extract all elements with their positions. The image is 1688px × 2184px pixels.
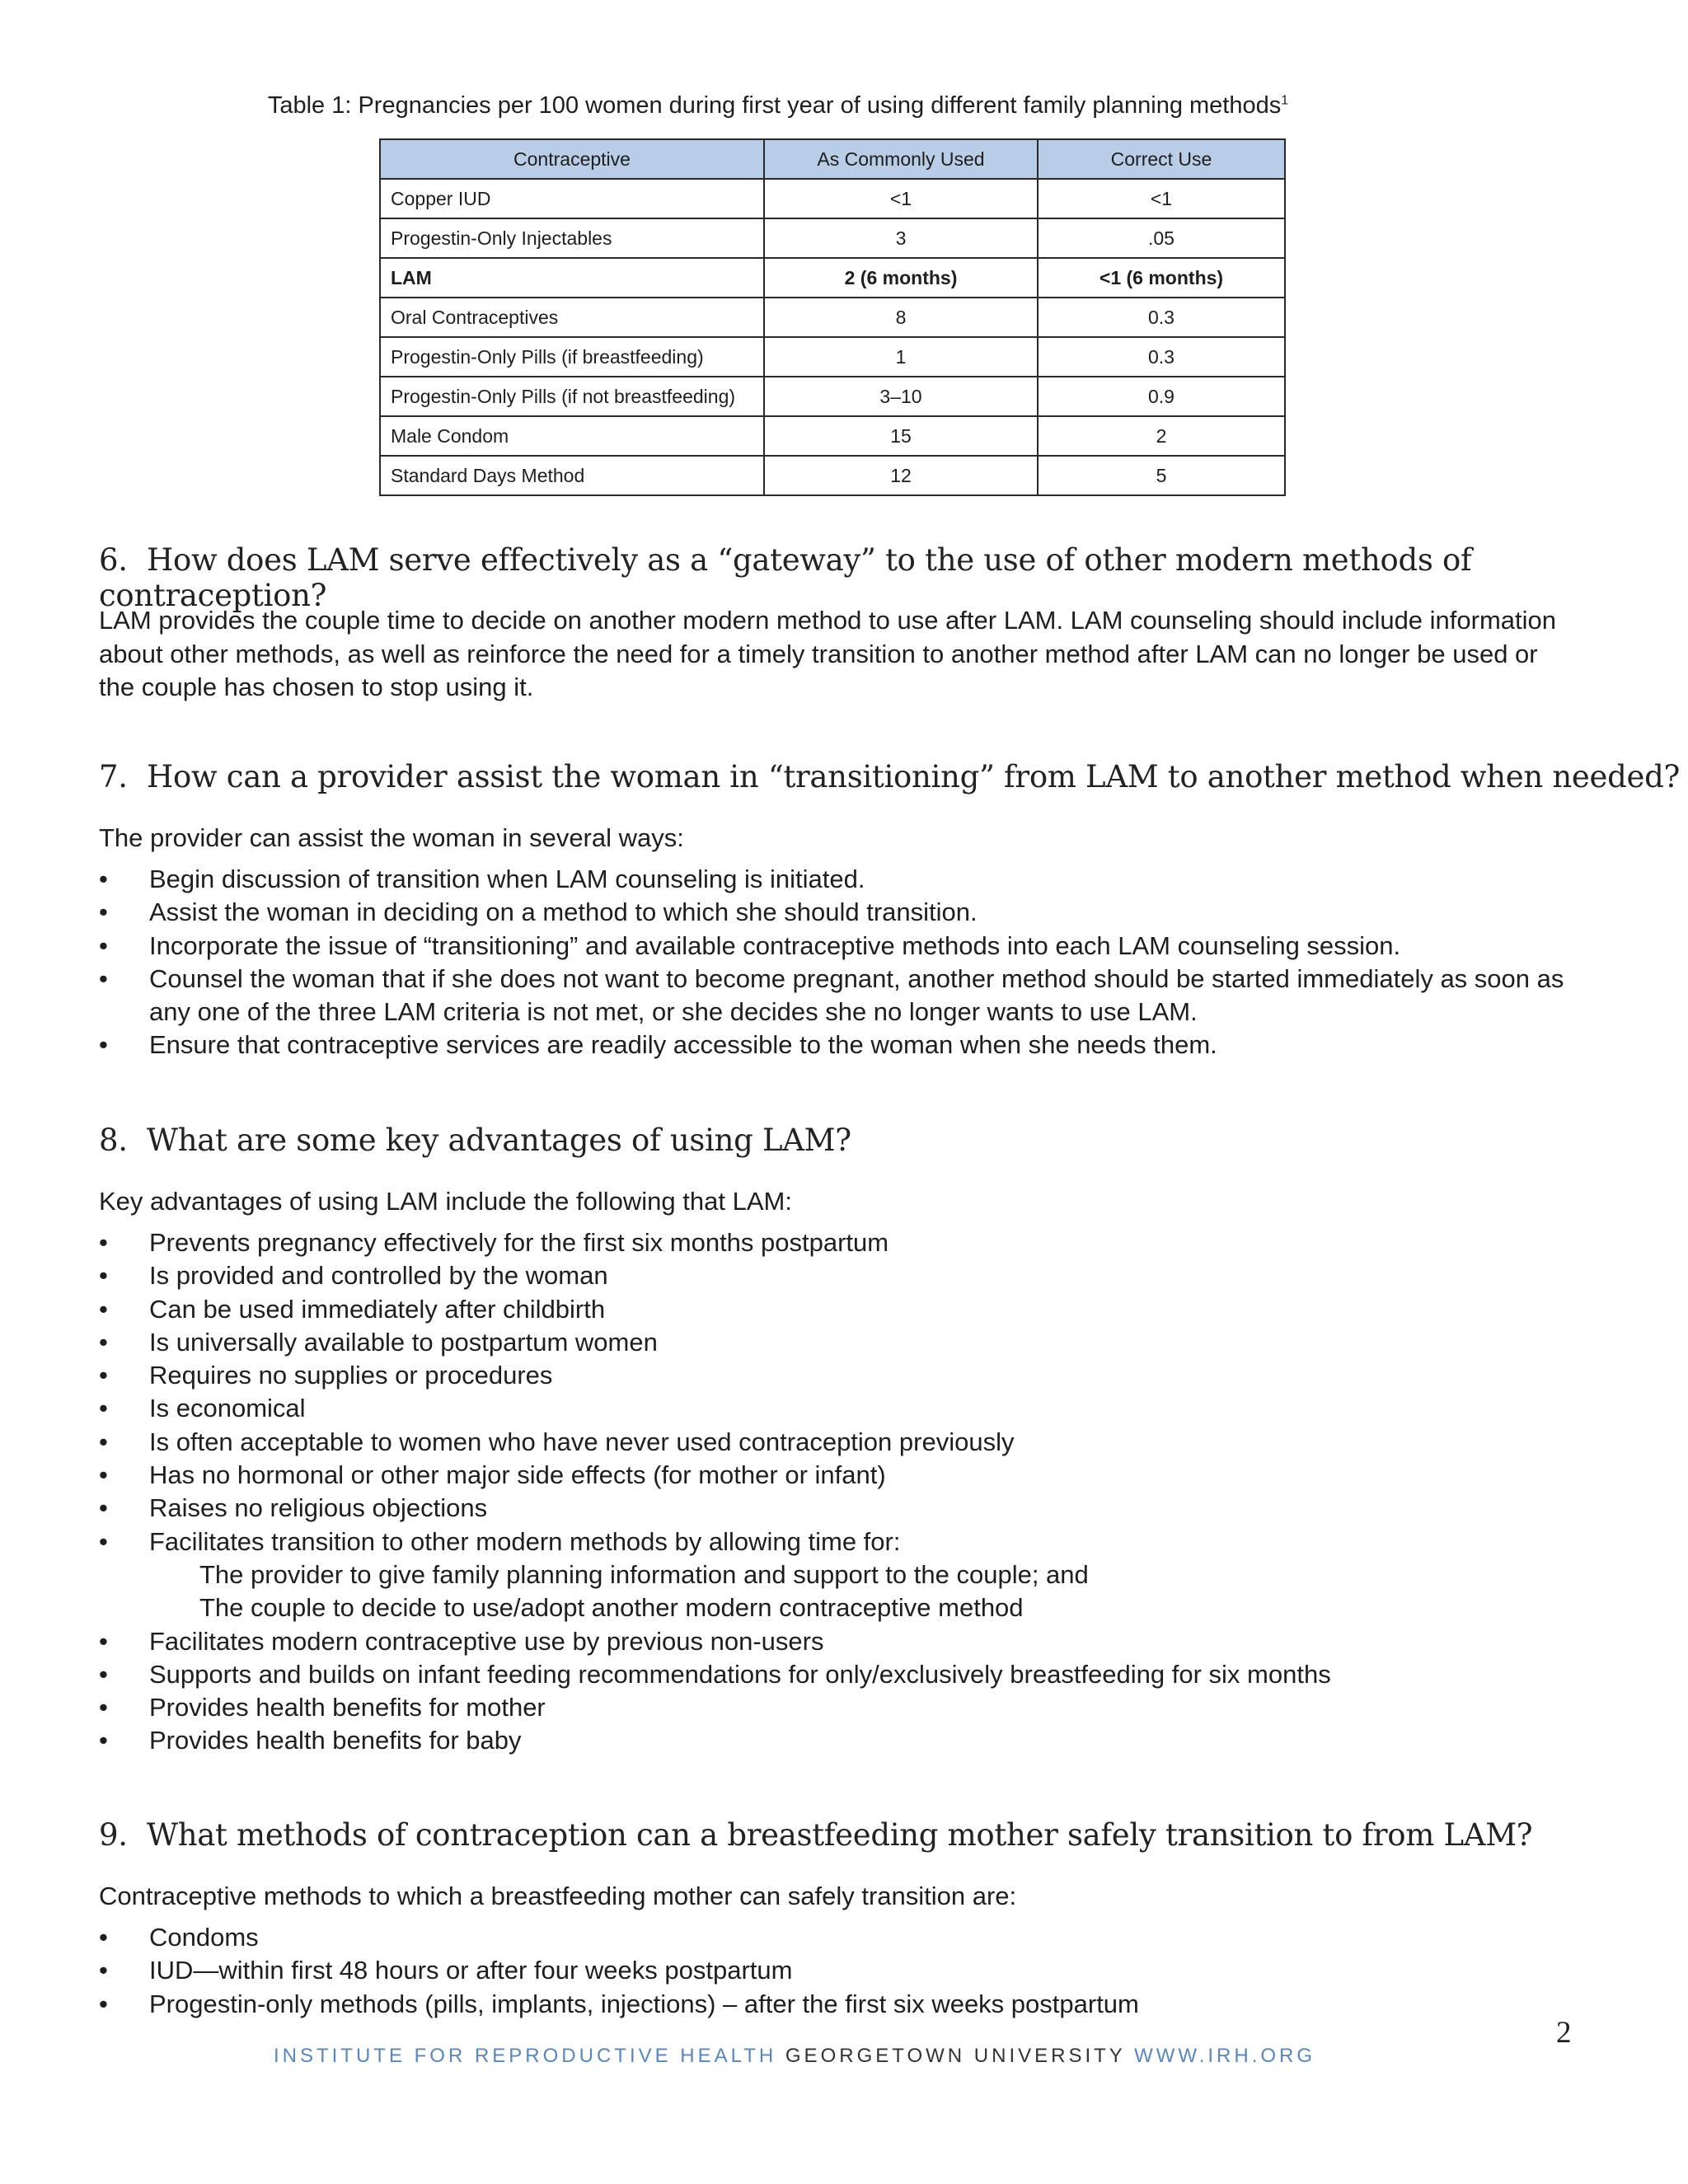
- footer: [0, 2045, 1639, 2068]
- section-8-title: What are some key advantages of using LAM?: [147, 1122, 851, 1158]
- table-row: [380, 179, 1285, 218]
- cell-common: <1: [764, 179, 1038, 218]
- section-9-number: 9.: [99, 1817, 128, 1853]
- cell-common: 3: [764, 218, 1038, 258]
- cell-method: Oral Contraceptives: [380, 298, 764, 337]
- list-item: • Ensure that contraceptive services are readily accessible to the woman when she needs them.: [99, 1029, 1574, 1062]
- list-item-line: Counsel the woman that if she does not want to become pregnant, another method should be started immediately as soon as: [149, 963, 1564, 993]
- table-row-highlight: [380, 258, 1285, 298]
- list-item: • Prevents pregnancy effectively for the first six months postpartum: [99, 1226, 1574, 1259]
- cell-correct: <1: [1038, 179, 1285, 218]
- list-item: • Assist the woman in deciding on a method to which she should transition.: [99, 896, 1574, 929]
- cell-correct: <1 (6 months): [1038, 258, 1285, 298]
- list-subitem: The provider to give family planning information and support to the couple; and: [199, 1559, 1089, 1589]
- table-row: [380, 416, 1285, 456]
- table-row: [380, 456, 1285, 495]
- table-caption-footnote: 1: [1281, 93, 1289, 108]
- list-item: • Begin discussion of transition when LAM counseling is initiated.: [99, 863, 1574, 896]
- body-line: about other methods, as well as reinforce the need for a timely transition to another method after LAM can no longer be used or: [99, 639, 1538, 668]
- list-item: • IUD—within first 48 hours or after four weeks postpartum: [99, 1954, 1574, 1987]
- list-item: • Incorporate the issue of “transitioning” and available contraceptive methods into each LAM counseling session.: [99, 930, 1574, 963]
- pregnancy-rates-table: [379, 138, 1286, 496]
- list-item: • Is universally available to postpartum women: [99, 1326, 1574, 1359]
- list-item: • Progestin-only methods (pills, implants, injections) – after the first six weeks postpartum: [99, 1988, 1574, 2021]
- list-subitem: The couple to decide to use/adopt another modern contraceptive method: [199, 1593, 1024, 1623]
- body-line: the couple has chosen to stop using it.: [99, 673, 534, 701]
- list-item: • Can be used immediately after childbirth: [99, 1293, 1574, 1326]
- cell-common: 2 (6 months): [764, 258, 1038, 298]
- table-header-row: [380, 139, 1285, 179]
- section-9-intro: Contraceptive methods to which a breastfeeding mother can safely transition are:: [99, 1882, 1017, 1910]
- section-7-number: 7.: [99, 759, 128, 794]
- cell-common: 8: [764, 298, 1038, 337]
- cell-method: Copper IUD: [380, 179, 764, 218]
- list-item: • Supports and builds on infant feeding recommendations for only/exclusively breastfeeding for six months: [99, 1658, 1574, 1691]
- body-line: LAM provides the couple time to decide on another modern method to use after LAM. LAM counseling should include information: [99, 606, 1557, 635]
- section-6-title: How does LAM serve effectively as a “gateway” to the use of other modern methods of contraception?: [99, 542, 1472, 613]
- section-6-body: [99, 604, 1574, 705]
- list-item: • Facilitates transition to other modern methods by allowing time for:: [99, 1526, 1574, 1558]
- section-8-intro: Key advantages of using LAM include the following that LAM:: [99, 1187, 792, 1216]
- page-number: 2: [1556, 2016, 1572, 2050]
- cell-correct: 0.3: [1038, 337, 1285, 377]
- section-7-list: [99, 863, 1574, 1062]
- cell-method: Progestin-Only Pills (if not breastfeeding): [380, 377, 764, 416]
- section-8-heading: [99, 1122, 851, 1158]
- table-row: [380, 218, 1285, 258]
- list-item: • Is often acceptable to women who have never used contraception previously: [99, 1426, 1574, 1459]
- cell-method: LAM: [380, 258, 764, 298]
- section-8-list: [99, 1226, 1574, 1758]
- section-6-number: 6.: [99, 542, 128, 578]
- cell-method: Male Condom: [380, 416, 764, 456]
- section-7-heading: [99, 759, 1680, 794]
- section-7-title: How can a provider assist the woman in “transitioning” from LAM to another method when needed?: [147, 759, 1681, 794]
- list-item: • Is economical: [99, 1392, 1574, 1425]
- footer-website: WWW.IRH.ORG: [1134, 2045, 1316, 2067]
- cell-correct: 5: [1038, 456, 1285, 495]
- list-item: • Requires no supplies or procedures: [99, 1359, 1574, 1392]
- header-correct-use: Correct Use: [1038, 139, 1285, 179]
- section-9-list: [99, 1921, 1574, 2021]
- cell-method: Progestin-Only Injectables: [380, 218, 764, 258]
- section-9-heading: [99, 1817, 1532, 1853]
- list-item: • Has no hormonal or other major side effects (for mother or infant): [99, 1459, 1574, 1492]
- cell-method: Standard Days Method: [380, 456, 764, 495]
- cell-common: 3–10: [764, 377, 1038, 416]
- list-item: • Condoms: [99, 1921, 1574, 1954]
- section-9-title: What methods of contraception can a breastfeeding mother safely transition to from LAM?: [147, 1817, 1533, 1853]
- cell-correct: 0.3: [1038, 298, 1285, 337]
- list-item: • Raises no religious objections: [99, 1492, 1574, 1525]
- cell-method: Progestin-Only Pills (if breastfeeding): [380, 337, 764, 377]
- list-item: • Provides health benefits for baby: [99, 1724, 1574, 1757]
- cell-correct: .05: [1038, 218, 1285, 258]
- header-commonly-used: As Commonly Used: [764, 139, 1038, 179]
- header-contraceptive: Contraceptive: [380, 139, 764, 179]
- list-item: [99, 963, 1574, 1029]
- list-item: • Is provided and controlled by the woman: [99, 1259, 1574, 1292]
- footer-university: GEORGETOWN UNIVERSITY: [785, 2045, 1126, 2067]
- cell-common: 1: [764, 337, 1038, 377]
- cell-correct: 0.9: [1038, 377, 1285, 416]
- table-row: [380, 298, 1285, 337]
- cell-common: 12: [764, 456, 1038, 495]
- list-item: • Provides health benefits for mother: [99, 1691, 1574, 1724]
- table-row: [380, 337, 1285, 377]
- table-caption: Table 1: Pregnancies per 100 women during first year of using different family planning methods$^1$: [267, 92, 1289, 119]
- table-row: [380, 377, 1285, 416]
- cell-correct: 2: [1038, 416, 1285, 456]
- footer-institute: INSTITUTE FOR REPRODUCTIVE HEALTH: [273, 2045, 777, 2067]
- list-item: • Facilitates modern contraceptive use by previous non-users: [99, 1625, 1574, 1658]
- section-7-intro: The provider can assist the woman in several ways:: [99, 823, 684, 852]
- section-8-number: 8.: [99, 1122, 128, 1158]
- section-6-heading: [99, 542, 1688, 613]
- list-item-line: any one of the three LAM criteria is not met, or she decides she no longer wants to use LAM.: [149, 997, 1198, 1027]
- cell-common: 15: [764, 416, 1038, 456]
